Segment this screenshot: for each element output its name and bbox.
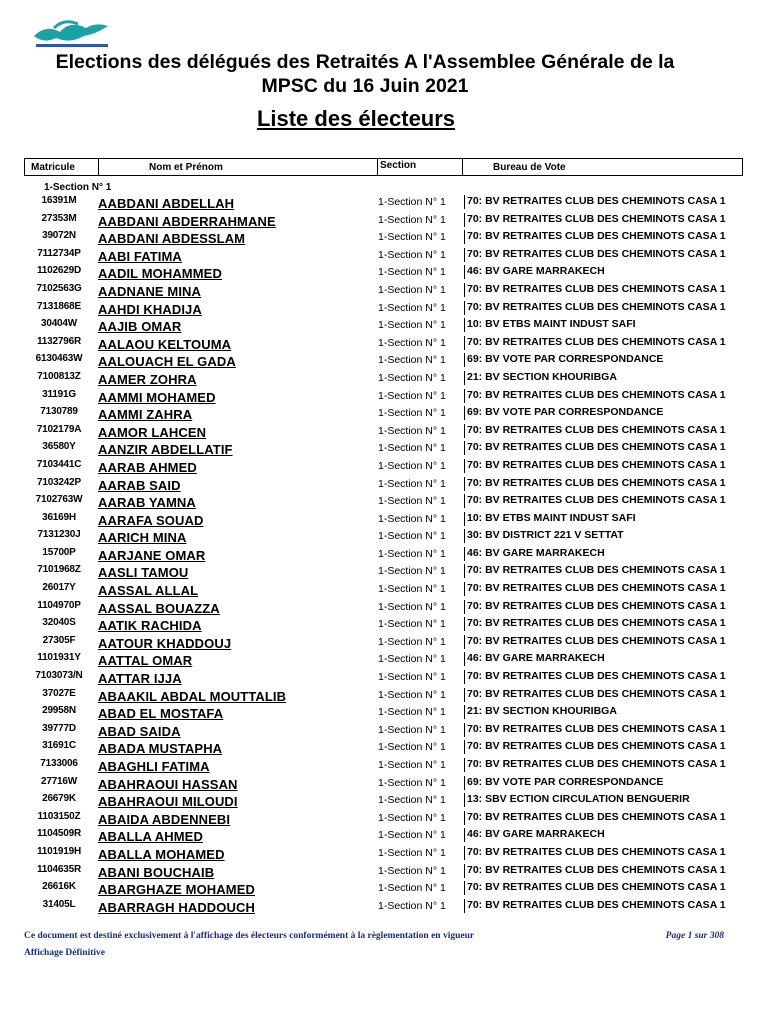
- title-line-2: MPSC du 16 Juin 2021: [261, 75, 469, 97]
- section-cell: 1-Section N° 1: [378, 266, 446, 279]
- table-row: [24, 844, 744, 862]
- bureau-cell: 70: BV RETRAITES CLUB DES CHEMINOTS CASA 1: [464, 336, 726, 350]
- table-row: [24, 369, 744, 387]
- name-cell: AABDANI ABDELLAH: [98, 196, 235, 211]
- section-cell: 1-Section N° 1: [378, 248, 446, 261]
- bureau-cell: 70: BV RETRAITES CLUB DES CHEMINOTS CASA 1: [464, 582, 726, 596]
- table-row: [24, 668, 744, 686]
- bureau-cell: 70: BV RETRAITES CLUB DES CHEMINOTS CASA 1: [464, 441, 726, 455]
- name-cell: AARICH MINA: [98, 530, 187, 546]
- name-cell: ABAIDA ABDENNEBI: [98, 811, 231, 827]
- section-cell: 1-Section N° 1: [378, 759, 446, 771]
- table-row: [24, 633, 744, 651]
- bureau-cell: 46: BV GARE MARRAKECH: [464, 547, 605, 561]
- section-cell: 1-Section N° 1: [378, 688, 446, 701]
- matricule-cell: 7102763W: [35, 494, 83, 506]
- name-cell: AAHDI KHADIJA: [98, 301, 202, 317]
- name-cell: ABADA MUSTAPHA: [98, 741, 223, 757]
- bureau-cell: 13: SBV ECTION CIRCULATION BENGUERIR: [464, 793, 690, 807]
- name-cell: ABARRAGH HADDOUCH: [98, 899, 255, 915]
- matricule-cell: 7130789: [40, 406, 78, 418]
- matricule-cell: 26679K: [42, 793, 76, 805]
- matricule-cell: 27305F: [42, 634, 76, 646]
- table-row: [24, 334, 744, 352]
- name-cell: AARAFA SOUAD: [98, 512, 204, 528]
- section-cell: 1-Section N° 1: [378, 565, 446, 578]
- name-cell: AALAOU KELTOUMA: [98, 336, 232, 352]
- bureau-cell: 70: BV RETRAITES CLUB DES CHEMINOTS CASA 1: [464, 670, 726, 684]
- bureau-cell: 69: BV VOTE PAR CORRESPONDANCE: [464, 353, 663, 367]
- section-cell: 1-Section N° 1: [378, 389, 446, 402]
- matricule-cell: 7100813Z: [37, 370, 81, 382]
- table-row: [24, 492, 744, 510]
- matricule-cell: 7103073/N: [35, 670, 83, 682]
- table-row: [24, 228, 744, 246]
- name-cell: ABANI BOUCHAIB: [98, 864, 215, 880]
- bureau-cell: 70: BV RETRAITES CLUB DES CHEMINOTS CASA 1: [464, 564, 726, 578]
- bureau-cell: 70: BV RETRAITES CLUB DES CHEMINOTS CASA 1: [464, 195, 726, 209]
- section-cell: 1-Section N° 1: [378, 618, 446, 631]
- table-row: [24, 211, 744, 229]
- bureau-cell: 70: BV RETRAITES CLUB DES CHEMINOTS CASA 1: [464, 424, 726, 438]
- bureau-cell: 70: BV RETRAITES CLUB DES CHEMINOTS CASA 1: [464, 389, 726, 403]
- matricule-cell: 7112734P: [37, 247, 81, 259]
- bureau-cell: 70: BV RETRAITES CLUB DES CHEMINOTS CASA 1: [464, 213, 726, 227]
- matricule-cell: 27716W: [40, 775, 78, 787]
- matricule-cell: 1104635R: [36, 863, 81, 875]
- matricule-cell: 29958N: [42, 705, 76, 717]
- name-cell: ABAGHLI FATIMA: [98, 759, 210, 774]
- table-row: [24, 580, 744, 598]
- footer-status: Affichage Définitive: [24, 948, 105, 958]
- table-row: [24, 562, 744, 580]
- header-bureau: Bureau de Vote: [493, 162, 566, 173]
- bureau-cell: 70: BV RETRAITES CLUB DES CHEMINOTS CASA 1: [464, 723, 726, 737]
- matricule-cell: 27353M: [41, 212, 77, 224]
- name-cell: AABDANI ABDERRAHMANE: [98, 213, 276, 229]
- section-cell: 1-Section N° 1: [378, 600, 446, 613]
- section-cell: 1-Section N° 1: [378, 671, 446, 684]
- table-row: [24, 598, 744, 616]
- table-row: [24, 897, 744, 915]
- name-cell: AASSAL BOUAZZA: [98, 600, 220, 616]
- table-row: [24, 650, 744, 668]
- section-cell: 1-Section N° 1: [378, 371, 446, 384]
- bureau-cell: 70: BV RETRAITES CLUB DES CHEMINOTS CASA 1: [464, 635, 726, 649]
- section-cell: 1-Section N° 1: [378, 231, 446, 244]
- name-cell: AARAB YAMNA: [98, 495, 196, 511]
- bureau-cell: 46: BV GARE MARRAKECH: [464, 828, 605, 842]
- name-cell: AAMMI MOHAMED: [98, 389, 216, 405]
- matricule-cell: 1103150Z: [37, 810, 81, 822]
- matricule-cell: 1104509R: [36, 828, 81, 840]
- name-cell: AAMOR LAHCEN: [98, 424, 207, 440]
- matricule-cell: 31691C: [42, 740, 76, 752]
- section-cell: 1-Section N° 1: [378, 776, 446, 789]
- section-cell: 1-Section N° 1: [378, 882, 446, 895]
- matricule-cell: 7102179A: [36, 423, 82, 435]
- section-cell: 1-Section N° 1: [378, 583, 446, 596]
- table-row: [24, 809, 744, 827]
- bureau-cell: 10: BV ETBS MAINT INDUST SAFI: [464, 512, 636, 526]
- matricule-cell: 7101968Z: [37, 564, 81, 576]
- footer-note: Ce document est destiné exclusivement à l'affichage des électeurs conformément à la règlementation en vigueur: [24, 931, 475, 941]
- bureau-cell: 70: BV RETRAITES CLUB DES CHEMINOTS CASA 1: [464, 881, 726, 895]
- bureau-cell: 70: BV RETRAITES CLUB DES CHEMINOTS CASA 1: [464, 459, 726, 473]
- table-row: [24, 862, 744, 880]
- section-cell: 1-Section N° 1: [378, 723, 446, 736]
- bureau-cell: 70: BV RETRAITES CLUB DES CHEMINOTS CASA 1: [464, 283, 726, 297]
- section-cell: 1-Section N° 1: [378, 530, 446, 543]
- bureau-cell: 70: BV RETRAITES CLUB DES CHEMINOTS CASA 1: [464, 758, 726, 772]
- name-cell: AABDANI ABDESSLAM: [98, 231, 246, 247]
- table-row: [24, 475, 744, 493]
- section-cell: 1-Section N° 1: [378, 196, 446, 208]
- bureau-cell: 30: BV DISTRICT 221 V SETTAT: [464, 529, 624, 543]
- name-cell: AARJANE OMAR: [98, 547, 206, 563]
- name-cell: ABAHRAOUI HASSAN: [98, 776, 238, 792]
- matricule-cell: 7133006: [40, 758, 78, 769]
- bureau-cell: 70: BV RETRAITES CLUB DES CHEMINOTS CASA 1: [464, 230, 726, 244]
- bureau-cell: 70: BV RETRAITES CLUB DES CHEMINOTS CASA 1: [464, 864, 726, 878]
- name-cell: AADIL MOHAMMED: [98, 266, 222, 282]
- name-cell: ABAD SAIDA: [98, 723, 181, 739]
- matricule-cell: 1101919H: [36, 845, 81, 857]
- section-cell: 1-Section N° 1: [378, 653, 446, 666]
- table-row: [24, 351, 744, 369]
- matricule-cell: 31405L: [42, 898, 76, 910]
- matricule-cell: 39777D: [42, 722, 76, 734]
- name-cell: AATTAL OMAR: [98, 653, 193, 669]
- name-cell: AASLI TAMOU: [98, 565, 189, 581]
- matricule-cell: 7103441C: [36, 458, 82, 470]
- matricule-cell: 1102629D: [36, 265, 81, 277]
- name-cell: AABI FATIMA: [98, 248, 182, 264]
- section-cell: 1-Section N° 1: [378, 283, 446, 296]
- section-cell: 1-Section N° 1: [378, 864, 446, 877]
- matricule-cell: 32040S: [42, 617, 76, 629]
- table-row: [24, 404, 744, 422]
- table-row: [24, 545, 744, 563]
- bureau-cell: 69: BV VOTE PAR CORRESPONDANCE: [464, 406, 663, 420]
- section-cell: 1-Section N° 1: [378, 495, 446, 508]
- table-row: [24, 422, 744, 440]
- name-cell: AANZIR ABDELLATIF: [98, 442, 233, 458]
- section-cell: 1-Section N° 1: [378, 635, 446, 648]
- page-number: Page 1 sur 308: [665, 931, 724, 941]
- name-cell: ABAHRAOUI MILOUDI: [98, 794, 238, 810]
- bureau-cell: 70: BV RETRAITES CLUB DES CHEMINOTS CASA 1: [464, 494, 726, 508]
- matricule-cell: 7103242P: [36, 476, 81, 488]
- name-cell: ABAD EL MOSTAFA: [98, 706, 224, 722]
- bureau-cell: 21: BV SECTION KHOURIBGA: [464, 705, 617, 719]
- bureau-cell: 70: BV RETRAITES CLUB DES CHEMINOTS CASA 1: [464, 740, 726, 754]
- mpsc-logo-icon: [26, 14, 118, 54]
- bureau-cell: 70: BV RETRAITES CLUB DES CHEMINOTS CASA 1: [464, 846, 726, 860]
- section-group-label: 1-Section N° 1: [44, 182, 112, 193]
- table-row: [24, 299, 744, 317]
- matricule-cell: 7102563G: [36, 282, 82, 294]
- name-cell: AATTAR IJJA: [98, 671, 182, 687]
- table-row: [24, 387, 744, 405]
- table-row: [24, 510, 744, 528]
- bureau-cell: 46: BV GARE MARRAKECH: [464, 652, 605, 666]
- document-subtitle: Liste des électeurs: [256, 106, 456, 131]
- matricule-cell: 36169H: [42, 511, 76, 523]
- bureau-cell: 70: BV RETRAITES CLUB DES CHEMINOTS CASA 1: [464, 477, 726, 491]
- bureau-cell: 10: BV ETBS MAINT INDUST SAFI: [464, 318, 636, 332]
- matricule-cell: 26616K: [42, 881, 76, 893]
- table-row: [24, 457, 744, 475]
- bureau-cell: 70: BV RETRAITES CLUB DES CHEMINOTS CASA 1: [464, 600, 726, 614]
- name-cell: ABARGHAZE MOHAMED: [98, 882, 255, 898]
- table-row: [24, 316, 744, 334]
- table-header: [24, 158, 743, 176]
- bureau-cell: 70: BV RETRAITES CLUB DES CHEMINOTS CASA 1: [464, 688, 726, 702]
- bureau-cell: 21: BV SECTION KHOURIBGA: [464, 371, 617, 385]
- matricule-cell: 30404W: [40, 318, 78, 330]
- matricule-cell: 1101931Y: [37, 652, 81, 664]
- section-cell: 1-Section N° 1: [378, 899, 446, 912]
- matricule-cell: 15700P: [42, 546, 76, 558]
- table-row: [24, 703, 744, 721]
- section-cell: 1-Section N° 1: [378, 706, 446, 719]
- table-row: [24, 615, 744, 633]
- name-cell: AAMMI ZAHRA: [98, 407, 193, 423]
- matricule-cell: 26017Y: [42, 582, 76, 594]
- table-row: [24, 756, 744, 774]
- matricule-cell: 31191G: [42, 388, 76, 400]
- section-cell: 1-Section N° 1: [378, 336, 446, 349]
- table-row: [24, 439, 744, 457]
- table-row: [24, 826, 744, 844]
- header-section: Section: [380, 160, 417, 171]
- matricule-cell: 1132796R: [36, 335, 81, 347]
- bureau-cell: 69: BV VOTE PAR CORRESPONDANCE: [464, 776, 663, 790]
- matricule-cell: 39072N: [42, 230, 76, 242]
- section-cell: 1-Section N° 1: [378, 407, 446, 420]
- section-cell: 1-Section N° 1: [378, 354, 446, 367]
- name-cell: AARAB AHMED: [98, 459, 197, 475]
- bureau-cell: 70: BV RETRAITES CLUB DES CHEMINOTS CASA 1: [464, 301, 726, 315]
- electors-list: [24, 193, 744, 914]
- section-cell: 1-Section N° 1: [378, 477, 446, 490]
- name-cell: AALOUACH EL GADA: [98, 354, 236, 370]
- table-row: [24, 246, 744, 264]
- name-cell: AARAB SAID: [98, 477, 181, 493]
- matricule-cell: 1104970P: [37, 599, 81, 611]
- section-cell: 1-Section N° 1: [378, 301, 446, 314]
- title-line-1: Elections des délégués des Retraités A l'Assemblee Générale de la: [55, 51, 675, 73]
- table-row: [24, 721, 744, 739]
- name-cell: ABALLA AHMED: [98, 829, 203, 845]
- matricule-cell: 6130463W: [35, 353, 83, 365]
- table-row: [24, 738, 744, 756]
- table-row: [24, 527, 744, 545]
- section-cell: 1-Section N° 1: [378, 512, 446, 525]
- section-cell: 1-Section N° 1: [378, 846, 446, 859]
- bureau-cell: 70: BV RETRAITES CLUB DES CHEMINOTS CASA 1: [464, 899, 726, 913]
- matricule-cell: 7131868E: [36, 300, 81, 312]
- section-cell: 1-Section N° 1: [378, 319, 446, 332]
- bureau-cell: 70: BV RETRAITES CLUB DES CHEMINOTS CASA 1: [464, 248, 726, 262]
- table-row: [24, 686, 744, 704]
- table-row: [24, 263, 744, 281]
- matricule-cell: 7131230J: [37, 529, 81, 541]
- bureau-cell: 70: BV RETRAITES CLUB DES CHEMINOTS CASA 1: [464, 811, 726, 825]
- section-cell: 1-Section N° 1: [378, 442, 446, 455]
- name-cell: AASSAL ALLAL: [98, 583, 199, 599]
- name-cell: AATIK RACHIDA: [98, 618, 202, 634]
- section-cell: 1-Section N° 1: [378, 741, 446, 754]
- name-cell: AADNANE MINA: [98, 283, 202, 299]
- table-row: [24, 193, 744, 211]
- section-cell: 1-Section N° 1: [378, 794, 446, 807]
- section-cell: 1-Section N° 1: [378, 811, 446, 824]
- name-cell: ABALLA MOHAMED: [98, 846, 225, 862]
- header-matricule: Matricule: [31, 162, 75, 173]
- name-cell: AAJIB OMAR: [98, 319, 182, 335]
- table-row: [24, 281, 744, 299]
- name-cell: AATOUR KHADDOUJ: [98, 635, 232, 651]
- table-row: [24, 791, 744, 809]
- header-nom: Nom et Prénom: [149, 162, 223, 173]
- table-row: [24, 774, 744, 792]
- name-cell: ABAAKIL ABDAL MOUTTALIB: [98, 688, 287, 704]
- table-row: [24, 879, 744, 897]
- section-cell: 1-Section N° 1: [378, 829, 446, 842]
- section-cell: 1-Section N° 1: [378, 424, 446, 437]
- section-cell: 1-Section N° 1: [378, 213, 446, 226]
- matricule-cell: 37027E: [42, 687, 76, 699]
- matricule-cell: 36580Y: [42, 441, 76, 453]
- section-cell: 1-Section N° 1: [378, 459, 446, 472]
- matricule-cell: 16391M: [41, 195, 77, 206]
- bureau-cell: 46: BV GARE MARRAKECH: [464, 265, 605, 279]
- section-cell: 1-Section N° 1: [378, 547, 446, 560]
- document-title: [0, 50, 730, 98]
- name-cell: AAMER ZOHRA: [98, 371, 197, 387]
- bureau-cell: 70: BV RETRAITES CLUB DES CHEMINOTS CASA 1: [464, 617, 726, 631]
